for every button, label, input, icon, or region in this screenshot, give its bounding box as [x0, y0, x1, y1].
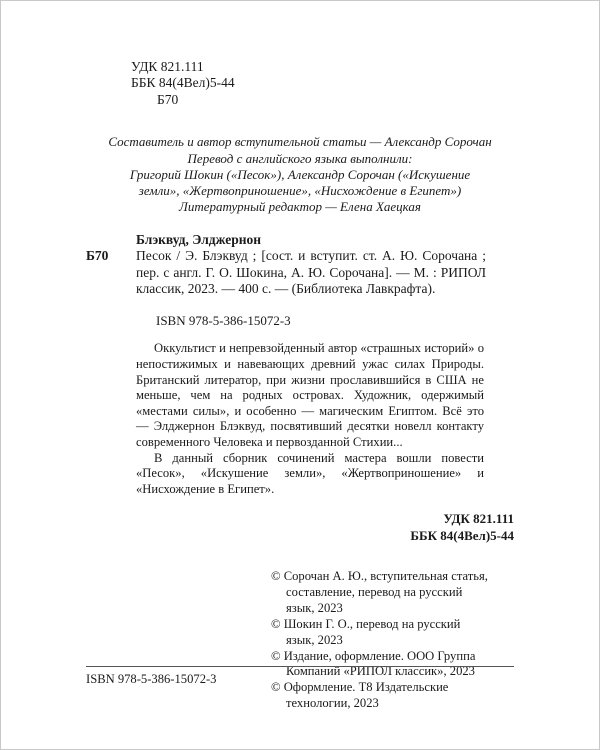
entry-text: Песок / Э. Блэквуд ; [сост. и вступит. ст. А. Ю. Сорочана ; пер. с англ. Г. О. Шокина, А. Ю. Сорочана]. — М. : РИПОЛ классик, 2023. — 400 с. — (Библиотека Лавкрафта).	[136, 248, 486, 297]
udk-code-bottom: УДК 821.111	[443, 511, 514, 527]
credits-line: Литературный редактор — Елена Хаецкая	[179, 199, 421, 215]
bbk-code-bottom: ББК 84(4Вел)5-44	[410, 528, 514, 544]
divider-line	[86, 666, 514, 667]
top-classification-codes	[131, 59, 514, 108]
bbk-code: ББК 84(4Вел)5-44	[131, 75, 235, 91]
copyright-item: © Издание, оформление. ООО Группа Компаний «РИПОЛ классик», 2023	[271, 648, 476, 679]
copyright-item: © Сорочан А. Ю., вступительная статья, составление, перевод на русский язык, 2023	[271, 569, 488, 615]
catalog-entry	[86, 248, 486, 297]
udk-code: УДК 821.111	[131, 59, 204, 74]
copyright-item: © Шокин Г. О., перевод на русский язык, 2023	[271, 616, 461, 647]
credits-block	[86, 134, 514, 215]
copyright-block	[271, 569, 489, 712]
author-name: Блэквуд, Элджернон	[136, 231, 262, 247]
annotation-paragraph: В данный сборник сочинений мастера вошли повести «Песок», «Искушение земли», «Жертвоприношение» и «Нисхождение в Египет».	[136, 450, 484, 496]
isbn-bottom: ISBN 978-5-386-15072-3	[86, 672, 217, 686]
credits-line: земли», «Жертвоприношение», «Нисхождение в Египет»)	[138, 183, 462, 199]
annotation-block	[136, 341, 484, 497]
credits-line: Перевод с английского языка выполнили:	[187, 150, 413, 166]
credits-line: Составитель и автор вступительной статьи — Александр Сорочан	[108, 134, 492, 150]
copyright-item: © Оформление. Т8 Издательские технологии, 2023	[271, 680, 449, 711]
entry-code: Б70	[86, 248, 109, 264]
bottom-classification-codes	[86, 511, 514, 545]
isbn-top: ISBN 978-5-386-15072-3	[156, 312, 291, 328]
credits-line: Григорий Шокин («Песок»), Александр Сорочан («Искушение	[129, 166, 471, 182]
bibliographic-entry	[86, 232, 514, 298]
book-code: Б70	[157, 91, 179, 107]
annotation-paragraph: Оккультист и непревзойденный автор «страшных историй» о непостижимых и навевающих древний ужас силах Природы. Британский литератор, при жизни прославившийся в США не меньше, чем на родных островах. Художник, одержимый «местами силы», и особенно — магическим Египтом. Всё это — Элджернон Блэквуд, посвятивший десятки новелл контакту современного Человека и первозданной Стихии...	[136, 341, 484, 450]
